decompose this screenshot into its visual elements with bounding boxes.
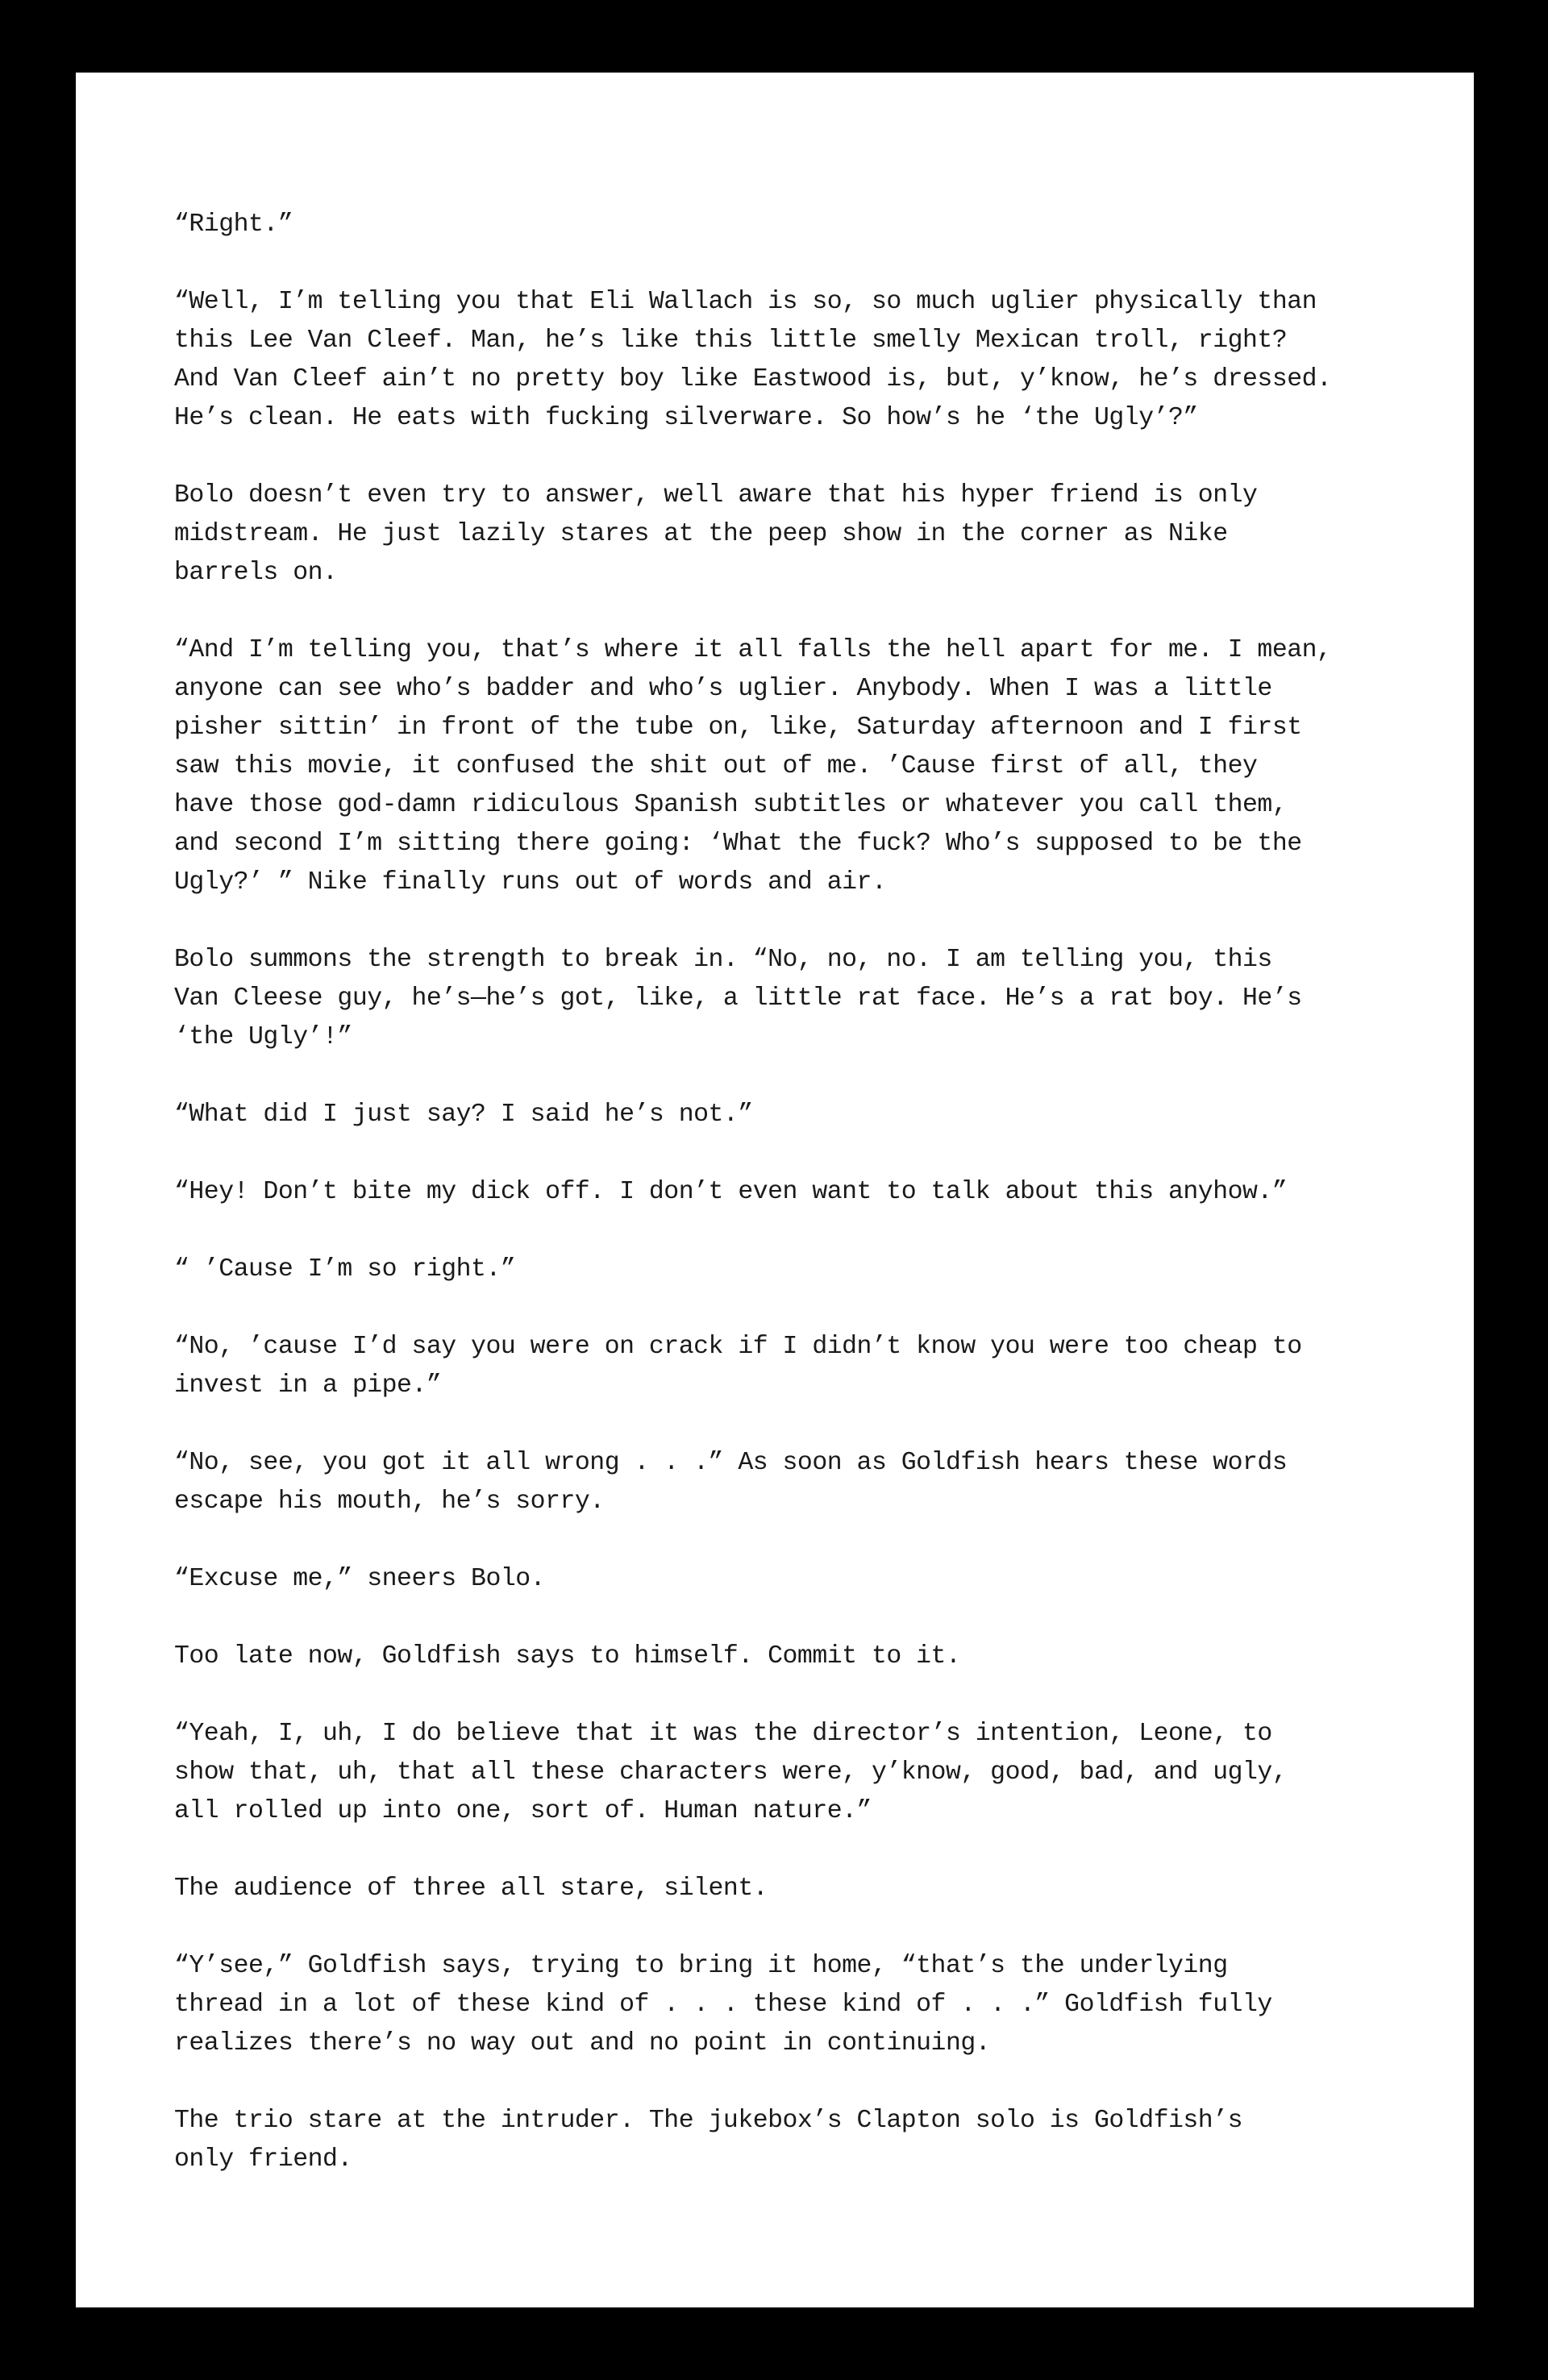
paragraph-15: “Y’see,” Goldfish says, trying to bring it home, “that’s the underlying thread in a lot of these kind of . . . these kind of . . .” Goldfish fully realizes there’s no way out and no point in continuing. bbox=[174, 1952, 1272, 2058]
paragraph-9: “No, ’cause I’d say you were on crack if I didn’t know you were too cheap to invest in a pipe.” bbox=[174, 1333, 1302, 1400]
body-text bbox=[174, 206, 1432, 2218]
paragraph-16: The trio stare at the intruder. The jukebox’s Clapton solo is Goldfish’s only friend. bbox=[174, 2107, 1243, 2174]
manuscript-page bbox=[76, 73, 1474, 2307]
paragraph-4: “And I’m telling you, that’s where it all falls the hell apart for me. I mean, anyone can see who’s badder and who’s uglier. Anybody. When I was a little pisher sittin’ in front of the tube on, like, Saturday afternoon and I first saw this movie, it confused the shit out of me. ’Cause first of all, they have those god-damn ridiculous Spanish subtitles or whatever you call them, and second I’m sitting there going: ‘What the fuck? Who’s supposed to be the Ugly?’ ” Nike finally runs out of words and air. bbox=[174, 636, 1332, 897]
paragraph-2: “Well, I’m telling you that Eli Wallach is so, so much uglier physically than this Lee Van Cleef. Man, he’s like this little smelly Mexican troll, right? And Van Cleef ain’t no pretty boy like Eastwood is, but, y’know, he’s dressed. He’s clean. He eats with fucking silverware. So how’s he ‘the Ugly’?” bbox=[174, 288, 1332, 432]
paragraph-10: “No, see, you got it all wrong . . .” As soon as Goldfish hears these words escape his mouth, he’s sorry. bbox=[174, 1449, 1288, 1516]
paragraph-8: “ ’Cause I’m so right.” bbox=[174, 1255, 516, 1284]
paragraph-1: “Right.” bbox=[174, 210, 293, 239]
paragraph-11: “Excuse me,” sneers Bolo. bbox=[174, 1565, 546, 1593]
paragraph-14: The audience of three all stare, silent. bbox=[174, 1874, 768, 1903]
paragraph-12: Too late now, Goldfish says to himself. Commit to it. bbox=[174, 1642, 961, 1671]
paragraph-5: Bolo summons the strength to break in. “No, no, no. I am telling you, this Van Cleese guy, he’s—he’s got, like, a little rat face. He’s a rat boy. He’s ‘the Ugly’!” bbox=[174, 946, 1302, 1051]
paragraph-13: “Yeah, I, uh, I do believe that it was the director’s intention, Leone, to show that, uh, that all these characters were, y’know, good, bad, and ugly, all rolled up into one, sort of. Human nature.” bbox=[174, 1720, 1288, 1825]
paragraph-3: Bolo doesn’t even try to answer, well aware that his hyper friend is only midstream. He just lazily stares at the peep show in the corner as Nike barrels on. bbox=[174, 481, 1258, 587]
paragraph-6: “What did I just say? I said he’s not.” bbox=[174, 1101, 753, 1129]
paragraph-7: “Hey! Don’t bite my dick off. I don’t even want to talk about this anyhow.” bbox=[174, 1178, 1288, 1206]
